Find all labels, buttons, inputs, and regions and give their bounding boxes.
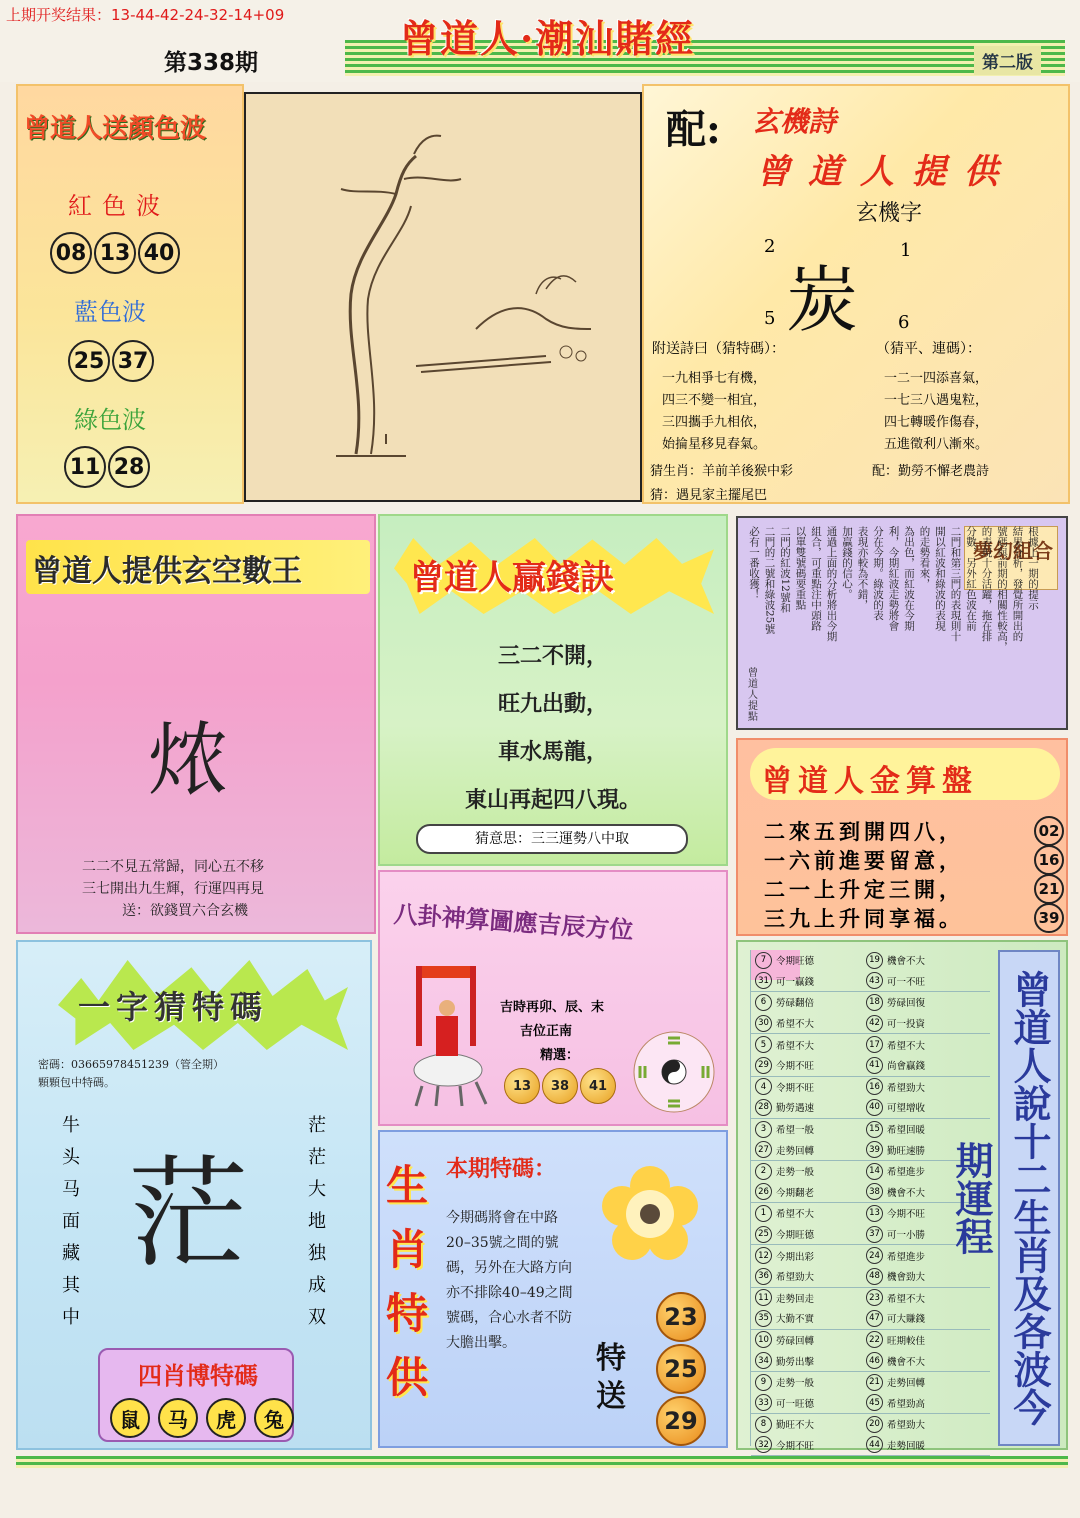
zodiac-row <box>751 1077 990 1098</box>
bagua-direction: 吉位正南 <box>520 1024 573 1039</box>
pei-label: 配: <box>666 106 721 153</box>
combo-col: 利，今期紅波走勢將會 <box>887 526 900 631</box>
zodiac-left-number: 5 <box>755 1036 772 1053</box>
zodiac-left-number: 29 <box>755 1057 772 1074</box>
abacus-row-number: 39 <box>1034 903 1064 933</box>
last-result: 上期开奖结果：13-44-42-24-32-14+09 <box>6 6 285 24</box>
four-zodiac-row <box>110 1398 294 1438</box>
special-ball: 29 <box>656 1396 706 1446</box>
pei-note: 配：勤勞不懈老農詩 <box>872 464 990 479</box>
right-char: 地 <box>308 1211 326 1232</box>
abacus-row-text: 二一上升定三開， <box>764 876 964 902</box>
four-zodiac-box <box>98 1348 294 1442</box>
win-money-panel <box>378 514 728 866</box>
zodiac-right-text: 可望增收 <box>887 1103 926 1115</box>
zodiac-right-number: 21 <box>866 1374 883 1391</box>
zodiac-row <box>751 1392 990 1414</box>
provider-title: 曾道人提供 <box>756 152 1016 192</box>
bagua-ball: 41 <box>580 1068 616 1104</box>
zodiac-right-text: 機會勁大 <box>887 1272 926 1284</box>
poem-line: 五進徵利八漸來。 <box>884 437 989 452</box>
zodiac-left-number: 1 <box>755 1205 772 1222</box>
zodiac-left-number: 26 <box>755 1183 772 1200</box>
zodiac-right-number: 23 <box>866 1289 883 1306</box>
win-money-title: 曾道人贏錢訣 <box>410 558 614 598</box>
zodiac-right-number: 19 <box>866 952 883 969</box>
one-char-main: 茫 <box>128 1145 248 1284</box>
combo-panel <box>736 516 1068 730</box>
abacus-row-text: 三九上升同享福。 <box>764 905 964 931</box>
abacus-row-text: 二來五到開四八， <box>764 818 964 844</box>
zodiac-left-text: 希望勁大 <box>776 1272 815 1284</box>
zodiac-right-number: 15 <box>866 1121 883 1138</box>
zodiac-row <box>751 1055 990 1077</box>
red-wave-numbers <box>50 232 180 274</box>
puzzle-label: 玄機字 <box>856 201 923 226</box>
zodiac-row <box>751 1435 990 1457</box>
tree-sketch-panel <box>244 92 642 502</box>
zodiac-row <box>751 1308 990 1330</box>
zodiac-right-text: 機會不大 <box>887 1356 926 1368</box>
zodiac-special-panel <box>378 1130 728 1448</box>
abacus-row <box>764 874 1064 903</box>
one-char-panel <box>16 940 372 1450</box>
combo-body <box>744 526 1040 706</box>
zodiac-left-number: 10 <box>755 1331 772 1348</box>
red-number: 40 <box>138 232 180 274</box>
win-money-lines <box>380 632 726 824</box>
corner-number: 2 <box>764 236 776 257</box>
zodiac-right-text: 可一投資 <box>887 1019 926 1031</box>
guess-line: 猜：遇見家主擺尾巴 <box>650 488 768 503</box>
zodiac-right-text: 勞碌回復 <box>887 998 926 1010</box>
xuankong-line: 送：欲錢買六合玄機 <box>122 903 248 919</box>
abacus-title: 曾道人金算盤 <box>762 764 978 799</box>
one-char-left-column <box>58 1110 84 1334</box>
zodiac-right-text: 旺期較佳 <box>887 1335 926 1347</box>
combo-col: 開以紅波和綠波的表現 <box>934 526 946 631</box>
zodiac-left-text: 今期翻老 <box>776 1187 815 1199</box>
corner-number: 6 <box>898 312 910 333</box>
zodiac-left-text: 走勢回轉 <box>776 1145 815 1157</box>
twelve-zodiac-panel <box>736 940 1068 1450</box>
xuankong-line: 二二不見五常歸，同心五不移 <box>82 859 264 875</box>
zodiac-left-number: 11 <box>755 1289 772 1306</box>
red-wave-label: 紅色波 <box>68 192 170 220</box>
zodiac-row <box>751 1350 990 1372</box>
left-char: 藏 <box>62 1243 80 1264</box>
zodiac-row <box>751 1288 990 1309</box>
abacus-row <box>764 903 1064 932</box>
bottom-stripe <box>16 1456 1068 1468</box>
color-wave-panel <box>16 84 244 504</box>
tree-illustration <box>246 94 640 500</box>
zodiac-right-number: 17 <box>866 1036 883 1053</box>
combo-signature: 曾道人提點 <box>748 668 758 723</box>
green-wave-numbers <box>64 446 150 488</box>
poem2-intro: （猜平、連碼）： <box>876 341 981 357</box>
puzzle-character: 炭 <box>786 258 859 342</box>
green-number: 11 <box>64 446 106 488</box>
bagua-wheel-icon <box>632 1030 716 1114</box>
zodiac-right-number: 20 <box>866 1416 883 1433</box>
zodiac-left-number: 9 <box>755 1374 772 1391</box>
right-char: 茫 <box>308 1115 326 1136</box>
zodiac-right-text: 希望進步 <box>887 1251 926 1263</box>
right-char: 成 <box>308 1275 326 1296</box>
zodiac-left-number: 4 <box>755 1078 772 1095</box>
header <box>0 0 1080 82</box>
flower-icon <box>602 1166 698 1262</box>
poem-intro: 附送詩曰（猜特碼）： <box>652 341 785 357</box>
side-char: 肖 <box>386 1225 429 1274</box>
zodiac-left-number: 36 <box>755 1268 772 1285</box>
combo-col: 二門的二號和綠波25號 <box>763 526 776 634</box>
zodiac-left-text: 走勢一般 <box>776 1378 815 1390</box>
red-number: 13 <box>94 232 136 274</box>
zodiac-right-number: 41 <box>866 1057 883 1074</box>
zodiac-row <box>751 1330 990 1351</box>
zodiac-right-text: 可一不旺 <box>887 976 926 988</box>
zodiac-left-number: 12 <box>755 1247 772 1264</box>
combo-col: 必有一番收獲！ <box>748 526 760 600</box>
issue-number: 第338期 <box>164 50 259 76</box>
zodiac-left-text: 今期不旺 <box>776 1061 815 1073</box>
zodiac-right-number: 16 <box>866 1078 883 1095</box>
zodiac-left-text: 走勢一般 <box>776 1167 815 1179</box>
zodiac-ball: 马 <box>158 1398 198 1438</box>
zodiac-left-number: 30 <box>755 1015 772 1032</box>
zodiac-left-text: 令期旺德 <box>776 956 815 968</box>
zodiac-left-number: 33 <box>755 1394 772 1411</box>
zodiac-right-number: 47 <box>866 1310 883 1327</box>
zodiac-right-text: 勤旺速勝 <box>887 1145 926 1157</box>
xuankong-line: 三七開出九生輝，行運四再見 <box>82 881 264 897</box>
side-char: 特 <box>386 1289 429 1338</box>
zodiac-row <box>751 1119 990 1140</box>
win-money-line: 旺九出動， <box>497 691 608 717</box>
abacus-row-text: 一六前進要留意， <box>764 847 964 873</box>
right-char: 茫 <box>308 1147 326 1168</box>
bagua-pick-label: 精選： <box>540 1048 580 1063</box>
xuankong-char: 㶶 <box>148 714 228 807</box>
corner-number: 1 <box>900 240 912 261</box>
blue-wave-label: 藍色波 <box>74 298 146 326</box>
corner-number: 5 <box>764 308 776 329</box>
combo-col: 通過上面的分析將出今期 <box>825 526 838 642</box>
combo-col: 二門和第三門的表現則十 <box>949 526 962 642</box>
combo-col: 的表現十分活躍，拖在排 <box>980 526 993 642</box>
combo-col: 加贏錢的信心。 <box>841 526 853 600</box>
bagua-ball: 13 <box>504 1068 540 1104</box>
zodiac-left-number: 32 <box>755 1436 772 1453</box>
zodiac-left-text: 勞碌翻倍 <box>776 998 815 1010</box>
zodiac-left-number: 25 <box>755 1226 772 1243</box>
zodiac-row <box>751 1266 990 1288</box>
zodiac-right-text: 機會不大 <box>887 956 926 968</box>
one-char-note1: 密碼：03665978451239（管全期） <box>38 1058 224 1071</box>
combo-col: 組合，可重點注中頭路 <box>810 526 822 631</box>
zodiac-left-number: 27 <box>755 1141 772 1158</box>
zodiac-right-text: 希望進步 <box>887 1167 926 1179</box>
zodiac-left-text: 勤勞遇速 <box>776 1103 815 1115</box>
zodiac-left-text: 大勤不實 <box>776 1314 815 1326</box>
zodiac-right-number: 13 <box>866 1205 883 1222</box>
abacus-panel <box>736 738 1068 936</box>
zodiac-right-number: 37 <box>866 1226 883 1243</box>
zodiac-right-text: 希望勁高 <box>887 1398 926 1410</box>
one-char-title: 一字猜特碼 <box>78 988 269 1026</box>
combo-col: 結果分析，發覺所開出的 <box>1011 526 1024 642</box>
bagua-panel <box>378 870 728 1126</box>
special-ball: 25 <box>656 1344 706 1394</box>
zodiac-right-number: 46 <box>866 1352 883 1369</box>
blue-number: 37 <box>112 340 154 382</box>
combo-col: 分在今期。綠波的表 <box>872 526 884 621</box>
zodiac-right-number: 44 <box>866 1436 883 1453</box>
right-char: 双 <box>308 1307 326 1328</box>
combo-col: 為出色，而紅波在今期 <box>903 526 915 631</box>
one-char-right-column <box>304 1110 330 1334</box>
zodiac-left-number: 6 <box>755 994 772 1011</box>
combo-col: 表現亦較為不錯， <box>856 526 869 610</box>
banner-title: 曾道人·潮汕賭經 <box>400 16 696 61</box>
zodiac-special-side <box>386 1154 438 1410</box>
abacus-rows <box>764 816 1064 932</box>
poem-line: 四七轉暖作傷春， <box>884 415 989 430</box>
poem-line: 三四攜手九相依， <box>662 415 767 430</box>
zodiac-right-number: 22 <box>866 1331 883 1348</box>
zodiac-right-text: 希望不大 <box>887 1040 926 1052</box>
combo-col: 分數，另外紅色波在前 <box>965 526 977 631</box>
abacus-row-number: 02 <box>1034 816 1064 846</box>
zodiac-right-number: 42 <box>866 1015 883 1032</box>
zodiac-right-text: 希望回暖 <box>887 1125 926 1137</box>
special-label <box>596 1340 636 1416</box>
zodiac-right-text: 希望勁大 <box>887 1082 926 1094</box>
side-char: 生 <box>386 1161 429 1210</box>
four-zodiac-title: 四肖博特碼 <box>138 1361 258 1390</box>
zodiac-left-text: 可一旺德 <box>776 1398 815 1410</box>
zodiac-row <box>751 992 990 1013</box>
zodiac-left-text: 希望不大 <box>776 1040 815 1052</box>
zodiac-row <box>751 1372 990 1393</box>
zodiac-left-text: 今期不旺 <box>776 1440 815 1452</box>
zodiac-row <box>751 1013 990 1035</box>
zodiac-right-text: 今期不旺 <box>887 1209 926 1221</box>
left-char: 马 <box>62 1179 80 1200</box>
zodiac-right-text: 可大賺錢 <box>887 1314 926 1326</box>
right-char: 大 <box>308 1179 326 1200</box>
zodiac-left-number: 2 <box>755 1163 772 1180</box>
poem2-lines <box>884 368 988 456</box>
blue-number: 25 <box>68 340 110 382</box>
zodiac-left-number: 7 <box>755 952 772 969</box>
green-wave-label: 綠色波 <box>74 406 146 434</box>
zodiac-row <box>751 1414 990 1435</box>
zodiac-left-text: 希望不大 <box>776 1209 815 1221</box>
zodiac-row <box>751 1034 990 1055</box>
win-money-line: 三二不開， <box>497 643 608 669</box>
edition-badge: 第二版 <box>974 46 1041 75</box>
side-char: 供 <box>386 1353 429 1402</box>
right-char: 独 <box>308 1243 326 1264</box>
zodiac-right-text: 走勢回暖 <box>887 1440 926 1452</box>
zodiac-right-number: 45 <box>866 1394 883 1411</box>
zodiac-right-text: 可一小勝 <box>887 1230 926 1242</box>
zodiac-right-text: 走勢回轉 <box>887 1378 926 1390</box>
zodiac-ball: 鼠 <box>110 1398 150 1438</box>
win-money-line: 東山再起四八現。 <box>464 787 641 813</box>
zodiac-left-text: 今期出彩 <box>776 1251 815 1263</box>
zodiac-left-number: 34 <box>755 1352 772 1369</box>
bagua-title: 八卦神算圖應吉辰方位 <box>392 899 635 945</box>
one-char-note2: 顆顆包中特碼。 <box>38 1076 115 1089</box>
combo-col: 的走勢看來， <box>918 526 931 589</box>
bagua-ball: 38 <box>542 1068 578 1104</box>
warrior-illustration <box>402 960 498 1110</box>
zodiac-left-text: 勤勞出擊 <box>776 1356 815 1368</box>
combo-col: 二門的紅波12號和 <box>779 526 791 613</box>
poem-line: 一九相爭七有機， <box>662 371 767 386</box>
combo-col: 根據上一期的提示 <box>1027 526 1039 610</box>
poem-line: 一七三八遇鬼粒， <box>884 393 989 408</box>
left-char: 头 <box>62 1147 80 1168</box>
zodiac-left-number: 28 <box>755 1099 772 1116</box>
left-char: 中 <box>62 1307 80 1328</box>
zodiac-left-number: 3 <box>755 1121 772 1138</box>
left-char: 面 <box>62 1211 80 1232</box>
zodiac-row <box>751 1097 990 1119</box>
zodiac-right-text: 尚會贏錢 <box>887 1061 926 1073</box>
special-ball: 23 <box>656 1292 706 1342</box>
blue-wave-numbers <box>68 340 154 382</box>
zodiac-left-number: 31 <box>755 972 772 989</box>
abacus-row-number: 16 <box>1034 845 1064 875</box>
zodiac-left-text: 可一贏錢 <box>776 976 815 988</box>
left-char: 牛 <box>62 1115 80 1136</box>
zodiac-special-paragraph: 今期碼將會在中路20–35號之間的號碼，另外在大路方向亦不排除40–49之間號碼，合心水者不防大膽出擊。 <box>446 1210 573 1351</box>
color-wave-title: 曾道人送顏色波 <box>24 114 207 144</box>
poem-line: 四三不變一相宜， <box>662 393 767 408</box>
zodiac-right-number: 43 <box>866 972 883 989</box>
zodiac-right-number: 38 <box>866 1183 883 1200</box>
twelve-side-title: 曾道人說十二生肖及各波今期運程 <box>998 950 1060 1446</box>
win-money-line: 車水馬龍， <box>497 739 608 765</box>
zodiac-right-number: 18 <box>866 994 883 1011</box>
xuankong-panel <box>16 514 376 934</box>
abacus-row <box>764 816 1064 845</box>
special-label-text: 特送 <box>596 1341 626 1414</box>
zodiac-left-text: 希望不大 <box>776 1019 815 1031</box>
horse-rider-icon <box>402 960 498 1110</box>
poem-lines <box>662 368 766 456</box>
zodiac-right-text: 機會不大 <box>887 1187 926 1199</box>
zodiac-right-number: 14 <box>866 1163 883 1180</box>
zodiac-right-number: 39 <box>866 1141 883 1158</box>
zodiac-row <box>751 971 990 993</box>
zodiac-right-text: 希望不大 <box>887 1293 926 1305</box>
zodiac-left-text: 走勢回走 <box>776 1293 815 1305</box>
abacus-row-number: 21 <box>1034 874 1064 904</box>
zodiac-ball: 虎 <box>206 1398 246 1438</box>
zodiac-left-text: 勤旺不大 <box>776 1420 815 1432</box>
combo-col: 號碼與前期的相關性較高， <box>996 526 1008 652</box>
xuankong-title: 曾道人提供玄空數王 <box>32 554 302 589</box>
green-number: 28 <box>108 446 150 488</box>
zodiac-row <box>751 950 990 971</box>
poem-panel <box>642 84 1070 504</box>
left-char: 其 <box>62 1275 80 1296</box>
pei-title: 玄機詩 <box>752 105 837 138</box>
poem-line: 始掄星移見春氣。 <box>662 437 767 452</box>
abacus-row <box>764 845 1064 874</box>
xuankong-lines <box>82 856 264 922</box>
zodiac-right-number: 24 <box>866 1247 883 1264</box>
guess-zodiac: 猜生肖：羊前羊後猴中彩 <box>650 464 794 479</box>
zodiac-right-number: 48 <box>866 1268 883 1285</box>
zodiac-right-text: 希望勁大 <box>887 1420 926 1432</box>
bagua-time-line: 吉時再卯、辰、末 <box>500 1000 605 1015</box>
zodiac-left-number: 8 <box>755 1416 772 1433</box>
zodiac-left-text: 勞碌回轉 <box>776 1335 815 1347</box>
zodiac-right-number: 40 <box>866 1099 883 1116</box>
zodiac-left-number: 35 <box>755 1310 772 1327</box>
zodiac-ball: 兔 <box>254 1398 294 1438</box>
combo-col: 以單雙號碼要重點 <box>794 526 807 610</box>
combo-badge-text: 夢幻組合 <box>973 539 1053 563</box>
win-money-note: 猜意思：三三運勢八中取 <box>416 824 688 854</box>
zodiac-left-text: 今期旺德 <box>776 1230 815 1242</box>
zodiac-left-text: 令期不旺 <box>776 1082 815 1094</box>
zodiac-special-heading: 本期特碼： <box>446 1156 557 1182</box>
red-number: 08 <box>50 232 92 274</box>
poem-line: 一二一四添喜氣， <box>884 371 989 386</box>
zodiac-left-text: 希望一般 <box>776 1125 815 1137</box>
